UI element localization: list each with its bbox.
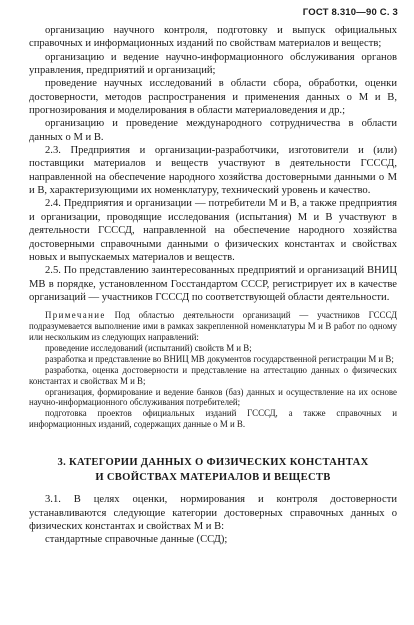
- section-title-line1: 3. КАТЕГОРИИ ДАННЫХ О ФИЗИЧЕСКИХ КОНСТАНТАХ: [57, 457, 369, 469]
- paragraph: организацию и проведение международного сотрудничества в области данных о М и В.: [29, 118, 397, 143]
- note-text: Под областью деятельности организаций — участников ГСССД подразумевается выполнение ими в рамках закрепленной номенклатуры М и В работ по одному или нескольким из следующих направлений:: [29, 310, 397, 343]
- paragraph: проведение научных исследований в области сбора, обработки, оценки достоверности, методов распространения и применения данных о М и В, прогнозирования и моделирования в области материаловедения и др.;: [29, 78, 397, 117]
- body-text: [29, 24, 397, 547]
- paragraph: организацию научного контроля, подготовку и выпуск официальных справочных и информационных изданий по свойствам материалов и веществ;: [29, 25, 397, 50]
- section-title-line2: И СВОЙСТВАХ МАТЕРИАЛОВ И ВЕЩЕСТВ: [95, 471, 331, 483]
- paragraph-2-4: 2.4. Предприятия и организации — потребители М и В, а также предприятия и организации, проводящие исследования (испытания) М и В участвуют в деятельности ГСССД, направленной на обеспечение народного хозяйства достоверными справочными данными о физических константах и свойствах новых и выпускаемых материалов и веществ.: [29, 198, 397, 263]
- note-item: организация, формирование и ведение банков (баз) данных и осуществление на их основе научно-информационного обслуживания потребителей;: [29, 386, 397, 408]
- note-item: подготовка проектов официальных изданий ГСССД, а также справочных и информационных изданий, содержащих данные о М и В.: [29, 408, 397, 430]
- running-header: ГОСТ 8.310—90 С. 3: [302, 7, 398, 18]
- paragraph: организацию и ведение научно-информационного обслуживания органов управления, предприятий и организаций;: [29, 51, 397, 77]
- paragraph-2-5: 2.5. По представлению заинтересованных предприятий и организаций ВНИЦ МВ в порядке, установленном Госстандартом СССР, регистрирует их в качестве организаций — участников ГСССД по соответствующей области деятельности.: [29, 265, 397, 303]
- note-label: Примечание: [45, 310, 106, 321]
- note-item: разработка и представление во ВНИЦ МВ документов государственной регистрации М и В;: [45, 353, 394, 364]
- paragraph-3-1: 3.1. В целях оценки, нормирования и контроля достоверности устанавливаются следующие категории достоверных справочных данных о физических константах и свойствах М и В:: [29, 494, 397, 532]
- note-item: проведение исследований (испытаний) свойств М и В;: [45, 342, 252, 353]
- note-item: разработка, оценка достоверности и представление на аттестацию данных о физических константах и свойствах М и В;: [29, 364, 397, 386]
- paragraph: стандартные справочные данные (ССД);: [45, 534, 228, 546]
- note-paragraph: [29, 310, 397, 343]
- section-heading: [29, 456, 397, 485]
- paragraph-2-3: 2.3. Предприятия и организации-разработчики, изготовители и (или) поставщики материалов и веществ участвуют в деятельности ГСССД, направленной на обеспечение народного хозяйства достоверными данными о М и В, характеризующими их номенклатуру, технический уровень и качество.: [29, 145, 397, 197]
